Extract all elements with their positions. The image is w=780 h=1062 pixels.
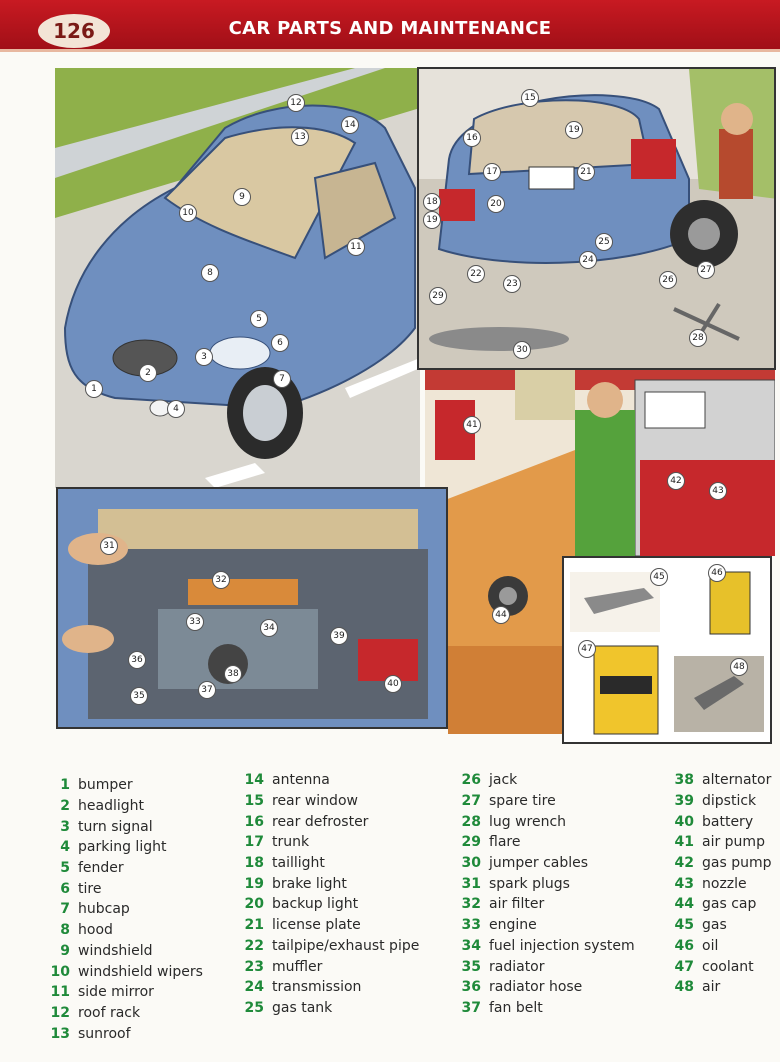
item-label: antenna xyxy=(272,772,330,789)
callout-marker: 3 xyxy=(195,348,213,366)
legend-item xyxy=(455,791,635,812)
callout-marker: 48 xyxy=(730,658,748,676)
page-number: 126 xyxy=(38,14,110,48)
item-label: fender xyxy=(78,860,124,877)
callout-marker: 26 xyxy=(659,271,677,289)
item-label: side mirror xyxy=(78,984,154,1001)
item-number: 26 xyxy=(461,772,481,789)
callout-marker: 43 xyxy=(709,482,727,500)
item-number: 6 xyxy=(60,880,70,897)
item-number: 46 xyxy=(674,937,694,954)
fluids-inset xyxy=(562,556,772,744)
legend-item xyxy=(455,936,635,957)
item-number: 43 xyxy=(674,875,694,892)
callout-marker: 42 xyxy=(667,472,685,490)
engine-illustration xyxy=(56,487,448,729)
engine-drawing xyxy=(58,489,448,729)
callout-marker: 19 xyxy=(565,121,583,139)
gas-station-drawing xyxy=(425,370,775,556)
item-label: sunroof xyxy=(78,1025,131,1042)
legend-item xyxy=(455,977,635,998)
legend-item xyxy=(668,894,772,915)
item-label: jumper cables xyxy=(489,855,589,872)
item-number: 11 xyxy=(50,984,70,1001)
legend-item xyxy=(238,977,419,998)
item-number: 42 xyxy=(674,855,694,872)
item-number: 34 xyxy=(461,937,481,954)
legend-item xyxy=(44,878,203,899)
item-number: 45 xyxy=(674,917,694,934)
legend-item xyxy=(44,858,203,879)
item-number: 44 xyxy=(674,896,694,913)
item-number: 24 xyxy=(244,979,264,996)
item-label: battery xyxy=(702,813,754,830)
item-number: 9 xyxy=(60,942,70,959)
item-label: fuel injection system xyxy=(489,937,635,954)
callout-marker: 8 xyxy=(201,264,219,282)
callout-marker: 21 xyxy=(577,163,595,181)
item-number: 31 xyxy=(461,875,481,892)
legend-item xyxy=(455,956,635,977)
item-label: windshield xyxy=(78,942,153,959)
callout-marker: 4 xyxy=(167,400,185,418)
legend-item xyxy=(668,853,772,874)
car-rear-drawing xyxy=(419,69,776,370)
item-label: air pump xyxy=(702,834,765,851)
item-label: hood xyxy=(78,922,113,939)
legend-item xyxy=(44,982,203,1003)
item-number: 28 xyxy=(461,813,481,830)
legend-item xyxy=(668,956,772,977)
item-label: rear defroster xyxy=(272,813,369,830)
item-label: air xyxy=(702,979,721,996)
callout-marker: 18 xyxy=(423,193,441,211)
item-label: backup light xyxy=(272,896,359,913)
legend-item xyxy=(238,770,419,791)
legend-item xyxy=(238,791,419,812)
legend-item xyxy=(668,915,772,936)
legend-item xyxy=(668,873,772,894)
page-header xyxy=(0,0,780,52)
item-number: 3 xyxy=(60,818,70,835)
callout-marker: 2 xyxy=(139,364,157,382)
item-number: 19 xyxy=(244,875,264,892)
car-exterior-drawing xyxy=(55,68,420,488)
legend-item xyxy=(668,791,772,812)
item-number: 32 xyxy=(461,896,481,913)
legend-item xyxy=(668,832,772,853)
callout-marker: 40 xyxy=(384,675,402,693)
item-number: 21 xyxy=(244,917,264,934)
item-number: 23 xyxy=(244,958,264,975)
item-label: trunk xyxy=(272,834,310,851)
callout-marker: 27 xyxy=(697,261,715,279)
item-label: tire xyxy=(78,880,102,897)
item-label: flare xyxy=(489,834,521,851)
legend-item xyxy=(238,956,419,977)
item-label: taillight xyxy=(272,855,325,872)
item-number: 48 xyxy=(674,979,694,996)
legend-item xyxy=(455,832,635,853)
legend-item xyxy=(44,899,203,920)
item-number: 33 xyxy=(461,917,481,934)
callout-marker: 14 xyxy=(341,116,359,134)
item-label: alternator xyxy=(702,772,772,789)
callout-marker: 32 xyxy=(212,571,230,589)
callout-marker: 9 xyxy=(233,188,251,206)
item-label: gas tank xyxy=(272,999,333,1016)
callout-marker: 35 xyxy=(130,687,148,705)
callout-marker: 5 xyxy=(250,310,268,328)
legend-item xyxy=(455,873,635,894)
callout-marker: 41 xyxy=(463,416,481,434)
item-number: 18 xyxy=(244,855,264,872)
item-number: 35 xyxy=(461,958,481,975)
callout-marker: 17 xyxy=(483,163,501,181)
item-number: 16 xyxy=(244,813,264,830)
item-label: spare tire xyxy=(489,793,556,810)
legend-item xyxy=(455,853,635,874)
item-number: 13 xyxy=(50,1025,70,1042)
item-label: gas pump xyxy=(702,855,772,872)
item-label: radiator hose xyxy=(489,979,583,996)
item-number: 4 xyxy=(60,839,70,856)
item-label: gas xyxy=(702,917,727,934)
item-label: muffler xyxy=(272,958,323,975)
item-label: engine xyxy=(489,917,537,934)
legend-item xyxy=(44,1023,203,1044)
item-number: 40 xyxy=(674,813,694,830)
item-label: coolant xyxy=(702,958,754,975)
item-label: roof rack xyxy=(78,1004,141,1021)
item-number: 36 xyxy=(461,979,481,996)
item-label: parking light xyxy=(78,839,167,856)
item-number: 17 xyxy=(244,834,264,851)
legend-item xyxy=(44,1003,203,1024)
item-number: 29 xyxy=(461,834,481,851)
legend-item xyxy=(238,894,419,915)
item-number: 1 xyxy=(60,777,70,794)
item-label: turn signal xyxy=(78,818,153,835)
car-rear-illustration xyxy=(417,67,776,370)
item-label: oil xyxy=(702,937,719,954)
legend-item xyxy=(44,796,203,817)
legend-item xyxy=(238,811,419,832)
callout-marker: 25 xyxy=(595,233,613,251)
callout-marker: 36 xyxy=(128,651,146,669)
legend-item xyxy=(44,816,203,837)
callout-marker: 13 xyxy=(291,128,309,146)
item-label: brake light xyxy=(272,875,347,892)
item-number: 15 xyxy=(244,793,264,810)
gas-cap-drawing xyxy=(448,556,562,734)
legend-item xyxy=(668,936,772,957)
callout-marker: 29 xyxy=(429,287,447,305)
callout-marker: 38 xyxy=(224,665,242,683)
legend-item xyxy=(455,894,635,915)
callout-marker: 12 xyxy=(287,94,305,112)
item-label: fan belt xyxy=(489,999,543,1016)
item-label: gas cap xyxy=(702,896,757,913)
item-label: nozzle xyxy=(702,875,747,892)
legend-item xyxy=(238,915,419,936)
legend-item xyxy=(44,941,203,962)
item-number: 20 xyxy=(244,896,264,913)
callout-marker: 39 xyxy=(330,627,348,645)
legend-column-2 xyxy=(238,770,419,1018)
callout-marker: 6 xyxy=(271,334,289,352)
legend-item xyxy=(668,811,772,832)
item-number: 30 xyxy=(461,855,481,872)
callout-marker: 33 xyxy=(186,613,204,631)
item-number: 25 xyxy=(244,999,264,1016)
callout-marker: 19 xyxy=(423,211,441,229)
item-number: 47 xyxy=(674,958,694,975)
page-title: CAR PARTS AND MAINTENANCE xyxy=(228,18,552,39)
item-label: radiator xyxy=(489,958,545,975)
callout-marker: 30 xyxy=(513,341,531,359)
item-number: 22 xyxy=(244,937,264,954)
item-label: rear window xyxy=(272,793,358,810)
item-label: dipstick xyxy=(702,793,757,810)
item-label: air filter xyxy=(489,896,545,913)
legend-item xyxy=(455,915,635,936)
callout-marker: 31 xyxy=(100,537,118,555)
item-number: 7 xyxy=(60,901,70,918)
legend-item xyxy=(44,961,203,982)
legend-column-1 xyxy=(44,775,203,1044)
item-label: spark plugs xyxy=(489,875,570,892)
callout-marker: 7 xyxy=(273,370,291,388)
callout-marker: 24 xyxy=(579,251,597,269)
item-number: 37 xyxy=(461,999,481,1016)
item-number: 14 xyxy=(244,772,264,789)
item-number: 39 xyxy=(674,793,694,810)
item-label: transmission xyxy=(272,979,362,996)
legend-item xyxy=(455,770,635,791)
item-label: lug wrench xyxy=(489,813,567,830)
legend-item xyxy=(455,998,635,1019)
item-number: 12 xyxy=(50,1004,70,1021)
gas-station-illustration xyxy=(425,370,775,556)
callout-marker: 47 xyxy=(578,640,596,658)
callout-marker: 11 xyxy=(347,238,365,256)
legend-item xyxy=(238,832,419,853)
item-number: 38 xyxy=(674,772,694,789)
item-number: 5 xyxy=(60,860,70,877)
item-label: headlight xyxy=(78,798,144,815)
legend-item xyxy=(44,920,203,941)
legend-item xyxy=(238,853,419,874)
item-label: jack xyxy=(489,772,518,789)
legend-item xyxy=(668,977,772,998)
item-label: tailpipe/exhaust pipe xyxy=(272,937,420,954)
item-label: bumper xyxy=(78,777,133,794)
callout-marker: 44 xyxy=(492,606,510,624)
callout-marker: 20 xyxy=(487,195,505,213)
callout-marker: 23 xyxy=(503,275,521,293)
item-label: license plate xyxy=(272,917,361,934)
legend-column-3 xyxy=(455,770,635,1018)
legend-item xyxy=(238,998,419,1019)
item-number: 8 xyxy=(60,922,70,939)
legend-item xyxy=(455,811,635,832)
callout-marker: 46 xyxy=(708,564,726,582)
legend-item xyxy=(238,873,419,894)
legend-item xyxy=(44,775,203,796)
car-exterior-illustration xyxy=(55,68,420,488)
legend-item xyxy=(44,837,203,858)
legend-item xyxy=(238,936,419,957)
item-number: 27 xyxy=(461,793,481,810)
gas-cap-illustration xyxy=(448,556,562,734)
item-number: 41 xyxy=(674,834,694,851)
legend-item xyxy=(668,770,772,791)
item-label: windshield wipers xyxy=(78,963,203,980)
item-label: hubcap xyxy=(78,901,130,918)
callout-marker: 16 xyxy=(463,129,481,147)
callout-marker: 15 xyxy=(521,89,539,107)
item-number: 2 xyxy=(60,798,70,815)
callout-marker: 10 xyxy=(179,204,197,222)
callout-marker: 37 xyxy=(198,681,216,699)
callout-marker: 1 xyxy=(85,380,103,398)
item-number: 10 xyxy=(50,963,70,980)
callout-marker: 45 xyxy=(650,568,668,586)
legend-column-4 xyxy=(668,770,772,998)
callout-marker: 34 xyxy=(260,619,278,637)
callout-marker: 22 xyxy=(467,265,485,283)
callout-marker: 28 xyxy=(689,329,707,347)
